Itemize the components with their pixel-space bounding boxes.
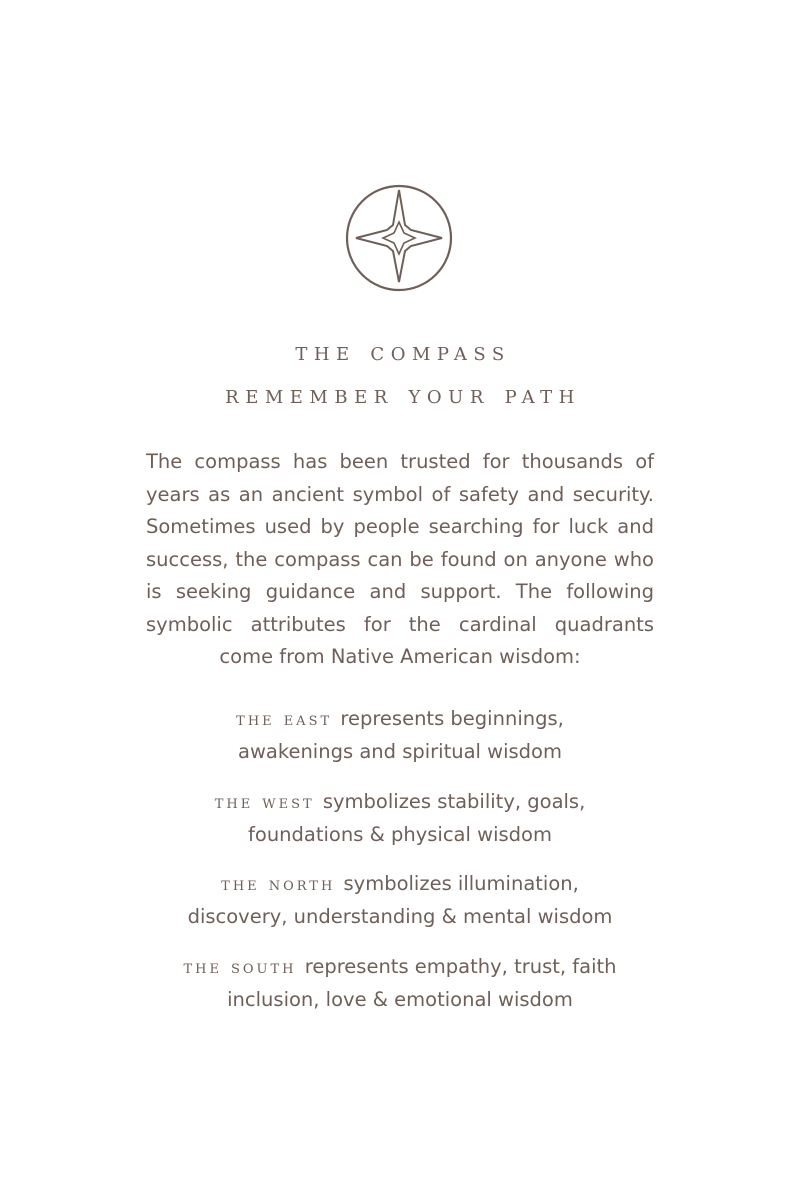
attribute-east — [100, 703, 700, 767]
intro-paragraph: The compass has been trusted for thousands of years as an ancient symbol of safety and security. Sometimes used by people searching for luck and success, the compass can be found on anyone who is seeking guidance and support. The following symbolic attributes for the cardinal quadrants come from Native American wisdom: — [146, 450, 654, 668]
attribute-north-text-2: discovery, understanding & mental wisdom — [187, 904, 613, 928]
attribute-south-label: the south — [183, 956, 297, 978]
attribute-south — [100, 951, 700, 1015]
attribute-north-text: symbolizes illumination, — [343, 872, 579, 895]
attribute-west — [100, 786, 700, 850]
attribute-west-text: symbolizes stability, goals, — [322, 790, 586, 813]
attribute-north-label: the north — [221, 873, 336, 895]
attribute-east-label: the east — [236, 708, 333, 730]
page-subtitle: remember your path — [225, 380, 581, 410]
compass-star-icon — [345, 184, 453, 292]
attribute-east-text-2: awakenings and spiritual wisdom — [238, 739, 562, 763]
attribute-west-label: the west — [214, 791, 315, 813]
attribute-west-text-2: foundations & physical wisdom — [248, 822, 552, 846]
attribute-south-text: represents empathy, trust, faith — [304, 955, 617, 978]
attribute-east-text: represents beginnings, — [340, 707, 564, 730]
attribute-south-text-2: inclusion, love & emotional wisdom — [227, 987, 573, 1011]
attribute-north — [100, 868, 700, 932]
page-title: the compass — [295, 337, 511, 367]
